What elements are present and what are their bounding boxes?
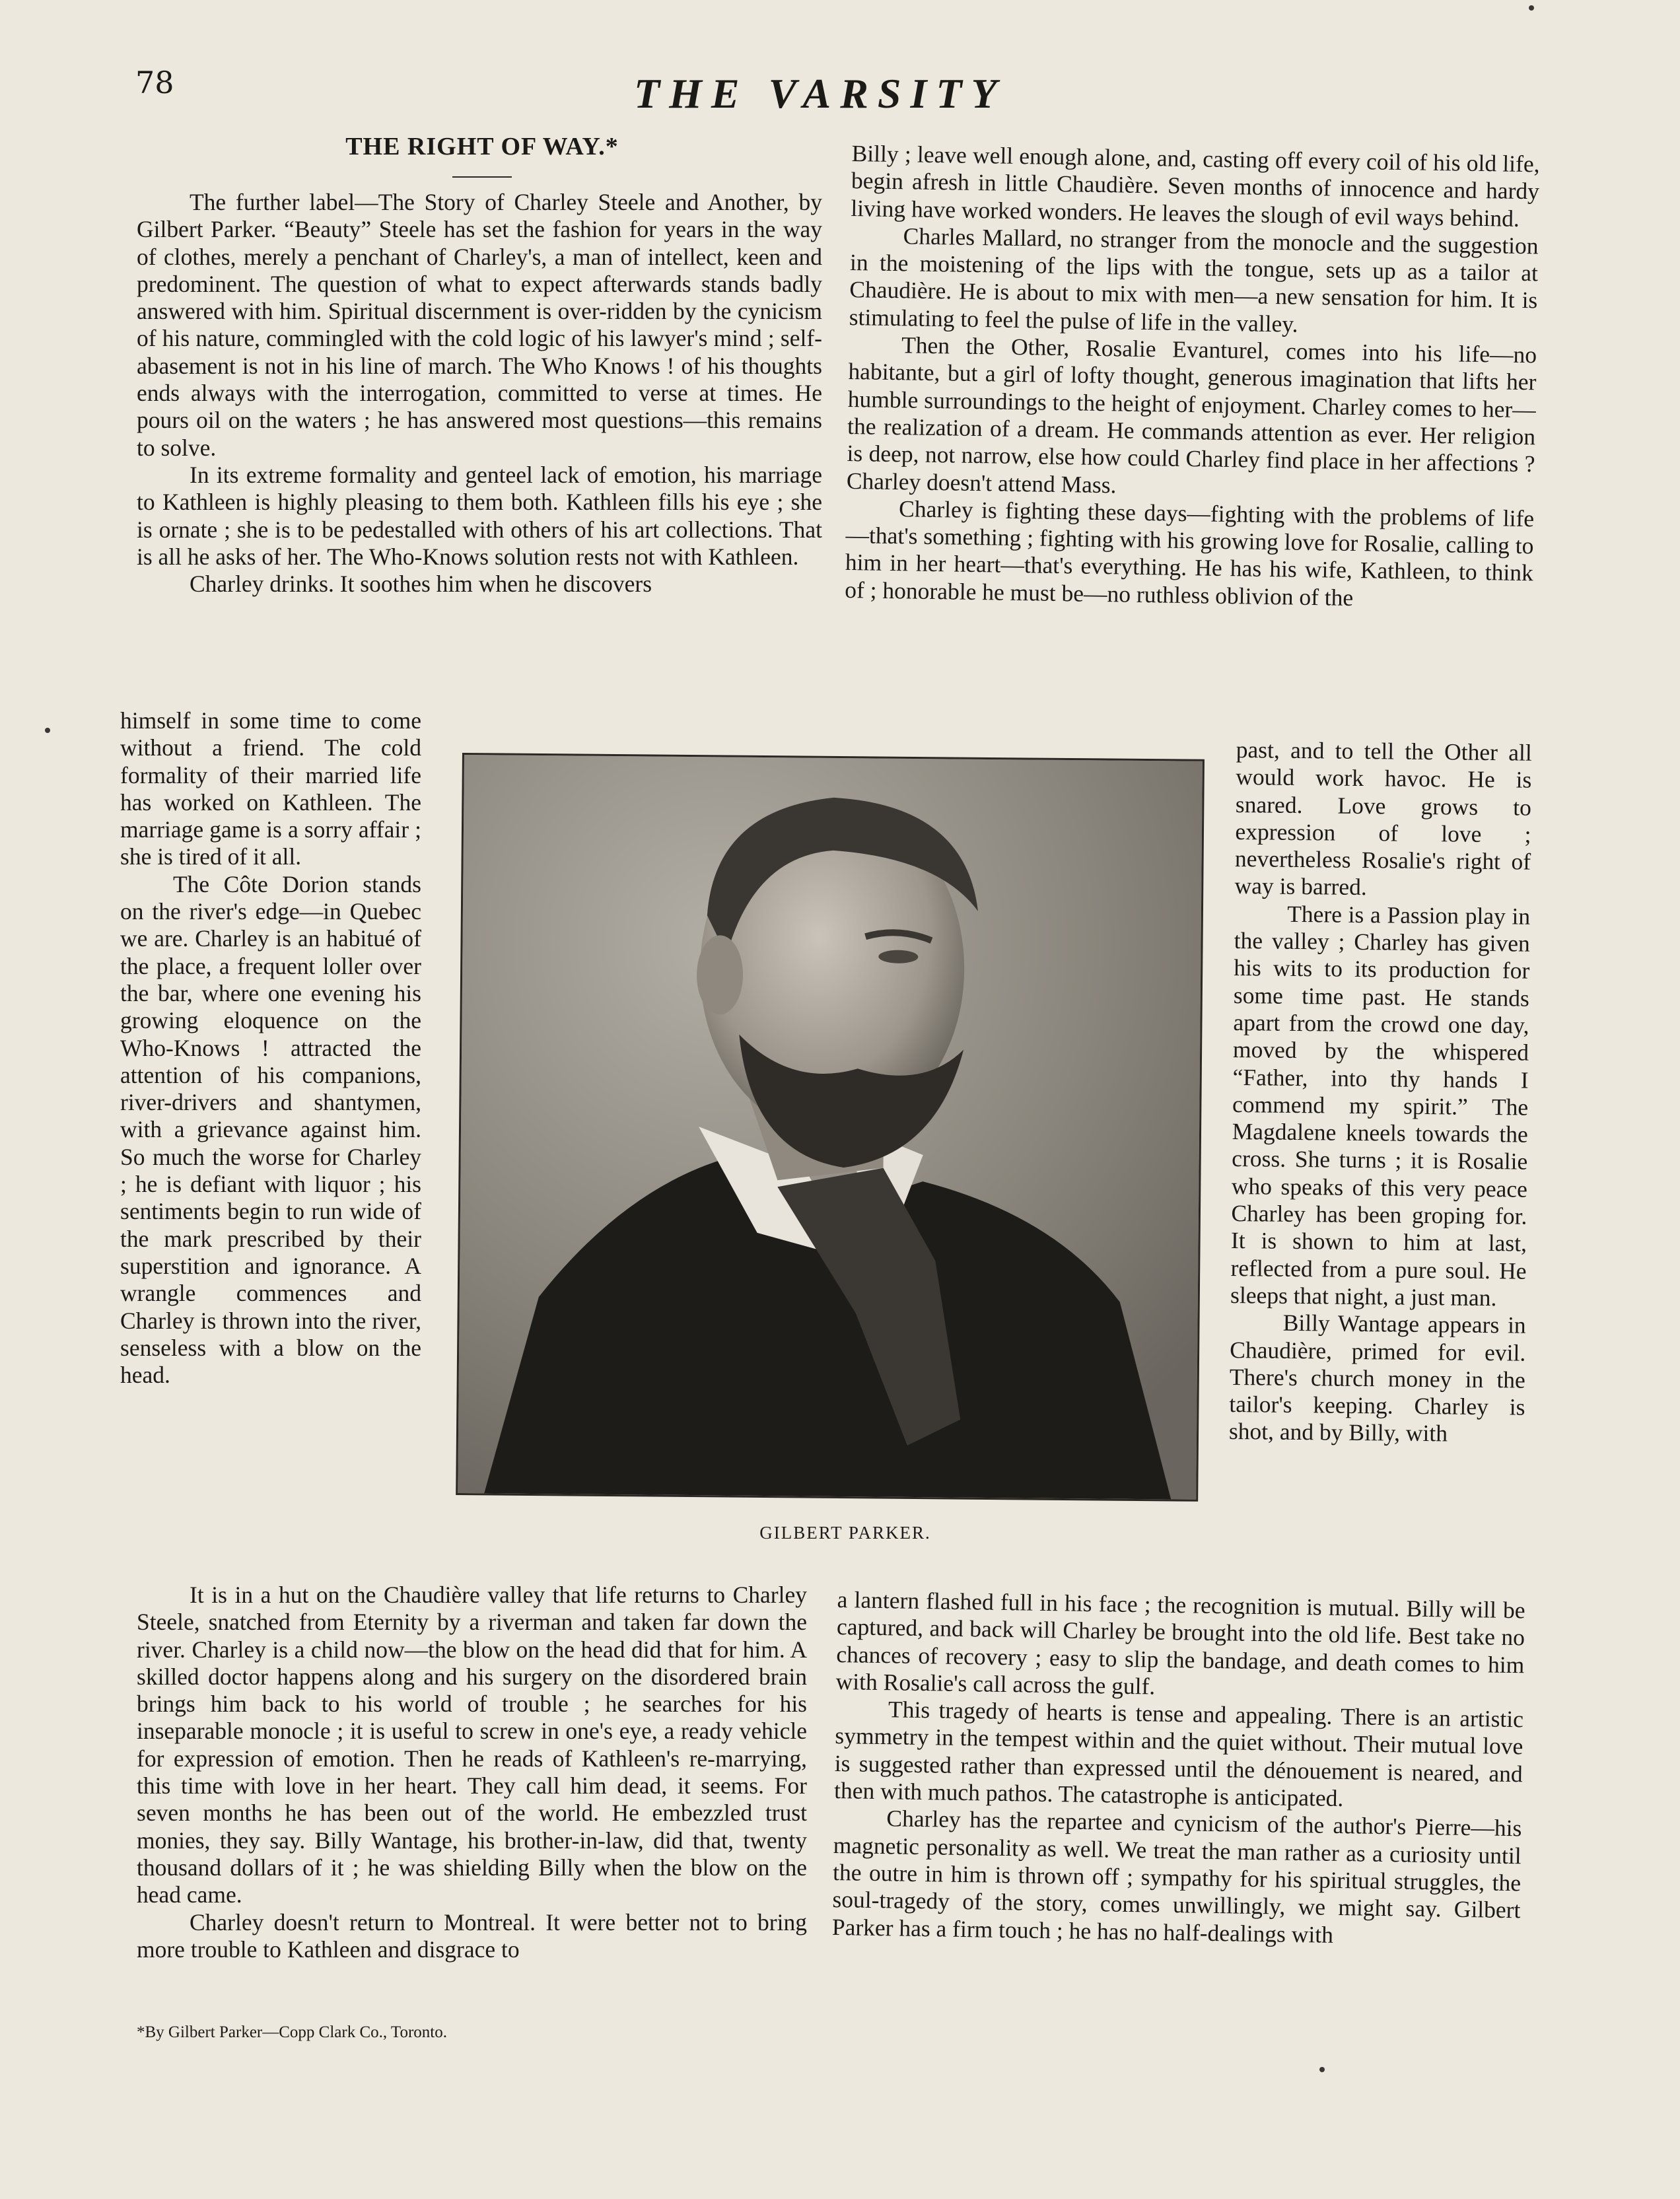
paragraph: Charley drinks. It soothes him when he discovers bbox=[190, 571, 652, 598]
page-number: 78 bbox=[135, 65, 174, 100]
paragraph: In its extreme formality and genteel lack of emotion, his marriage to Kathleen is highly pleasing to them both. Kathleen fills his eye ; she is ornate ; she is to be pedestalled with others of his art collections. That is all he asks of her. The Who-Knows solution rests not with Kathleen. bbox=[137, 461, 822, 570]
title-rule bbox=[452, 176, 512, 178]
left-column-bottom bbox=[137, 1582, 807, 1963]
paragraph: This tragedy of hearts is tense and appealing. There is an artistic symmetry in the tempest within and the quiet without. Their mutual love is suggested rather than expressed until the dénouement is neared, and then with much pathos. The catastrophe is anticipated. bbox=[833, 1696, 1524, 1812]
page-speck bbox=[45, 728, 50, 733]
left-column-top bbox=[137, 189, 822, 598]
footnote: *By Gilbert Parker—Copp Clark Co., Toronto. bbox=[137, 2023, 447, 2041]
portrait-photo bbox=[456, 753, 1205, 1502]
right-column-top bbox=[845, 140, 1540, 614]
right-column-narrow bbox=[1229, 736, 1532, 1448]
paragraph: Billy Wantage appears in Chaudière, primed for evil. There's church money in the tailor's keeping. Charley is shot, and by Billy, with bbox=[1228, 1309, 1526, 1447]
paragraph: Charles Mallard, no stranger from the monocle and the suggestion in the moistening of the lips with the tongue, sets up as a tailor at Chaudière. He is about to mix with men—a new sensation for him. It is stimulating to feel the pulse of life in the valley. bbox=[849, 223, 1539, 337]
paragraph: a lantern flashed full in his face ; the recognition is mutual. Billy will be captured, and back will Charley be brought into the old life. Best take no chances of recovery ; easy to slip the bandage, and death comes to him with Rosalie's call across the gulf. bbox=[835, 1586, 1525, 1700]
paragraph: Charley has the repartee and cynicism of the author's Pierre—his magnetic personality as well. We treat the man rather as a curiosity until the outre in him is thrown off ; sympathy for his spiritual struggles, the soul-tragedy of the story, comes unwillingly, we might say. Gilbert Parker has a firm touch ; he has no half-dealings with bbox=[831, 1805, 1522, 1948]
journal-title: THE VARSITY bbox=[634, 70, 1006, 117]
photo-caption: GILBERT PARKER. bbox=[759, 1523, 931, 1543]
paragraph: The further label—The Story of Charley Steele and Another, by Gilbert Parker. “Beauty” Steele has set the fashion for years in the way of clothes, merely a penchant of Charley's, a man of intellect, keen and predominent. The question of what to expect afterwards stands badly answered with him. Spiritual discernment is over-ridden by the cynicism of his nature, commingled with the cold logic of his lawyer's mind ; self-abasement is not in his line of march. The Who Knows ! of his thoughts ends always with the interrogation, committed to verse at times. He pours oil on the waters ; he has answered most questions—this remains to solve. bbox=[137, 189, 822, 461]
paragraph: There is a Passion play in the valley ; Charley has given his wits to its production for some time past. He stands apart from the crowd one day, moved by the whispered “Father, into thy hands I commend my spirit.” The Magdalene kneels towards the cross. She turns ; it is Rosalie who speaks of this very peace Charley has been groping for. It is shown to him at last, reflected from a pure soul. He sleeps that night, a just man. bbox=[1230, 900, 1531, 1311]
paragraph: It is in a hut on the Chaudière valley that life returns to Charley Steele, snatched from Eternity by a riverman and taken far down the river. Charley is a child now—the blow on the head did that for him. A skilled doctor happens along and his surgery on the disordered brain brings him back to his world of trouble ; he searches for his inseparable monocle ; it is useful to screw in one's eye, a ready vehicle for expression of emotion. Then he reads of Kathleen's re-marrying, this time with love in her heart. They call him dead, it seems. For seven months he has been out of the world. He embezzled trust monies, they say. Billy Wantage, his brother-in-law, did that, twenty thousand dollars of it ; he was shielding Billy when the blow on the head came. bbox=[137, 1582, 807, 1908]
right-column-bottom bbox=[832, 1586, 1525, 1951]
paragraph: past, and to tell the Other all would work havoc. He is snared. Love grows to expression of love ; nevertheless Rosalie's right of way is barred. bbox=[1234, 736, 1532, 901]
paragraph: Charley is fighting these days—fighting with the problems of life—that's something ; fighting with his growing love for Rosalie, calling to him in her heart—that's everything. He has his wife, Kathleen, to think of ; honorable he must be—no ruthless oblivion of the bbox=[844, 495, 1535, 611]
article-title: THE RIGHT OF WAY.* bbox=[345, 133, 619, 160]
paragraph: Charley doesn't return to Montreal. It were better not to bring more trouble to Kathleen and disgrace to bbox=[137, 1908, 807, 1963]
paragraph: The Côte Dorion stands on the river's edge—in Quebec we are. Charley is an habitué of the place, a frequent loller over the bar, where one evening his growing eloquence on the Who-Knows ! attracted the attention of his companions, river-drivers and shantymen, with a grievance against him. So much the worse for Charley ; he is defiant with liquor ; his sentiments begin to run wide of the mark prescribed by their superstition and ignorance. A wrangle commences and Charley is thrown into the river, senseless with a blow on the head. bbox=[120, 870, 421, 1389]
paragraph: Then the Other, Rosalie Evanturel, comes into his life—no habitante, but a girl of lofty thought, generous imagination that lifts her humble surroundings to the height of enjoyment. Charley comes to her—the realization of a dream. He commands attention as ever. Her religion is deep, not narrow, else how could Charley find place in her affections ? Charley doesn't attend Mass. bbox=[846, 332, 1537, 498]
portrait-illustration bbox=[458, 755, 1203, 1500]
page-speck bbox=[1319, 2067, 1325, 2072]
left-column-narrow bbox=[120, 707, 421, 1389]
paragraph: himself in some time to come without a friend. The cold formality of their married life has worked on Kathleen. The marriage game is a sorry affair ; she is tired of it all. bbox=[120, 707, 421, 870]
page-speck bbox=[1529, 5, 1534, 11]
paragraph: Billy ; leave well enough alone, and, casting off every coil of his old life, begin afresh in little Chaudière. Seven months of innocence and hardy living have worked wonders. He leaves the slough of evil ways behind. bbox=[851, 140, 1540, 232]
